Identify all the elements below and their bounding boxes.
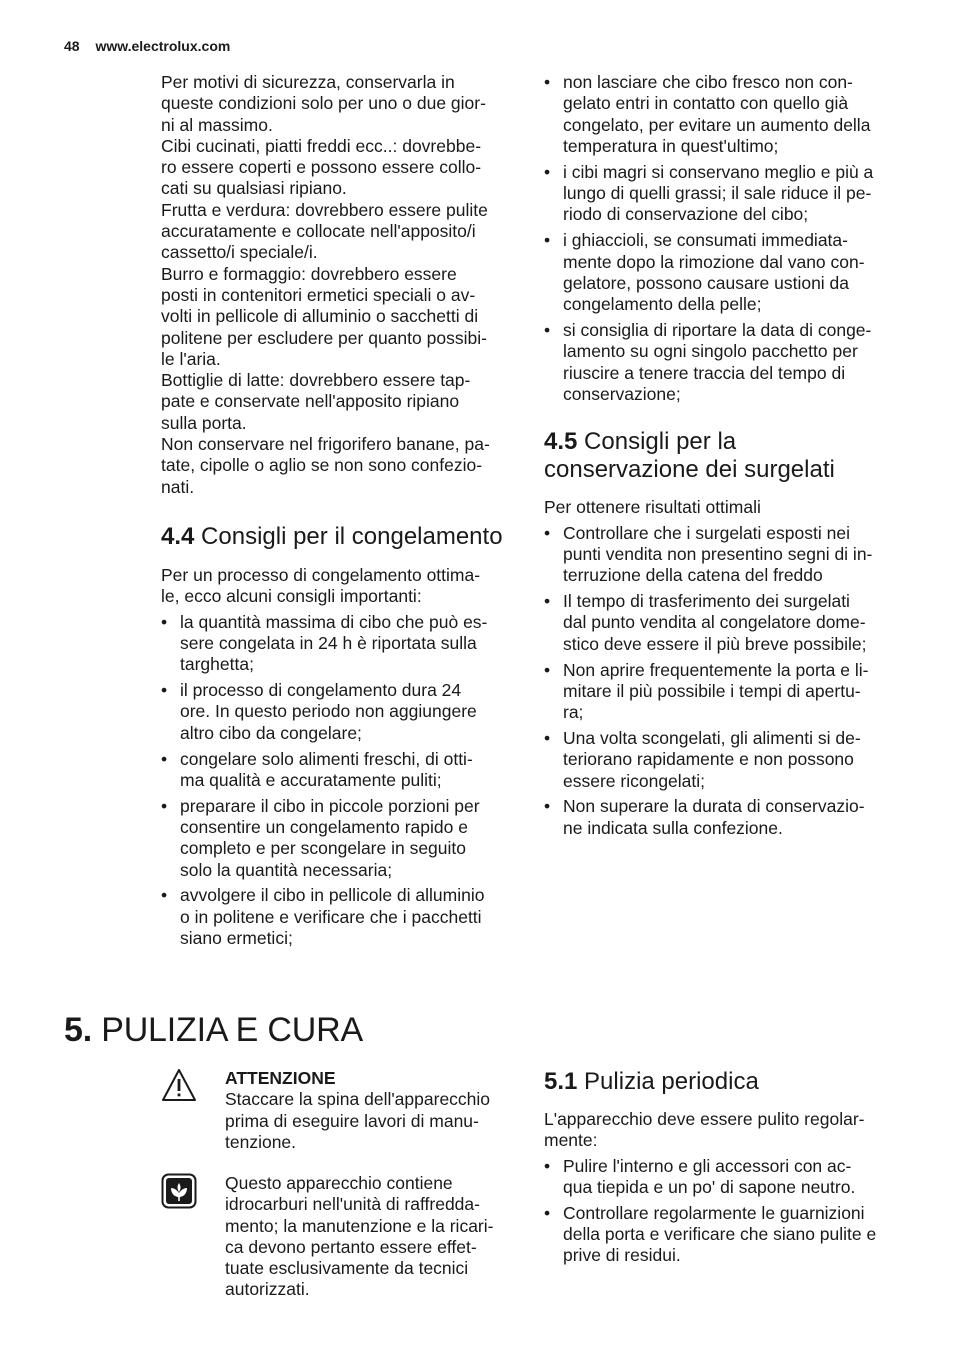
text-line: Per un processo di congelamento ottima- xyxy=(161,564,481,585)
list-item-line: • Non aprire frequentemente la porta e li- xyxy=(563,659,869,680)
list-item-line: • i cibi magri si conservano meglio e più a xyxy=(563,161,874,182)
list-item-line: ra; xyxy=(563,702,584,723)
list-item-line: ma qualità e accuratamente puliti; xyxy=(180,769,442,790)
list-item-line: gelatore, possono causare ustioni da xyxy=(563,272,850,293)
section-5-1-intro xyxy=(544,1109,896,1152)
text-line: idrocarburi nell'unità di raffredda- xyxy=(225,1194,480,1215)
list-item xyxy=(544,591,896,655)
list-item-line: terruzione della catena del freddo xyxy=(563,565,823,586)
list-item-line: conservazione; xyxy=(563,383,681,404)
section-number: 4.5 xyxy=(544,428,578,456)
text-line: tuate esclusivamente da tecnici xyxy=(225,1258,469,1279)
list-item xyxy=(544,230,896,315)
list-item xyxy=(161,796,513,881)
text-line: volti in pellicole di alluminio o sacchetti di xyxy=(161,306,479,327)
list-item xyxy=(544,1156,896,1199)
list-item-line: • i ghiaccioli, se consumati immediata- xyxy=(563,230,848,251)
list-item xyxy=(544,728,896,792)
text-line: accuratamente e collocate nell'apposito/i xyxy=(161,221,476,242)
list-item-line: lamento su ogni singolo pacchetto per xyxy=(563,341,858,362)
text-line: mente: xyxy=(544,1130,598,1151)
list-item-line: prive di residui. xyxy=(563,1245,681,1266)
list-item-line: targhetta; xyxy=(180,654,254,675)
list-item-line: • Pulire l'interno e gli accessori con ac- xyxy=(563,1155,852,1176)
text-line: sulla porta. xyxy=(161,412,247,433)
section-5-1-heading xyxy=(544,1068,896,1096)
list-item-line: qua tiepida e un po' di sapone neutro. xyxy=(563,1176,856,1197)
list-item-line: gelato entri in contatto con quello già xyxy=(563,93,849,114)
text-line: prima di eseguire lavori di manu- xyxy=(225,1110,479,1131)
list-item-line: teriorano rapidamente e non possono xyxy=(563,749,854,770)
section-5-1 xyxy=(544,1068,896,1271)
list-item xyxy=(544,162,896,226)
section-title-line-2: conservazione dei surgelati xyxy=(544,456,835,484)
list-item xyxy=(544,660,896,724)
list-item-line: ore. In questo periodo non aggiungere xyxy=(180,701,477,722)
text-line: le, ecco alcuni consigli importanti: xyxy=(161,586,422,607)
text-line: ca devono pertanto essere effet- xyxy=(225,1236,477,1257)
text-line: Bottiglie di latte: dovrebbero essere tap- xyxy=(161,370,471,391)
left-column xyxy=(161,72,513,954)
text-line: Cibi cucinati, piatti freddi ecc..: dovrebbe- xyxy=(161,135,482,156)
list-item xyxy=(161,612,513,676)
list-item xyxy=(544,1203,896,1267)
list-item xyxy=(544,72,896,157)
section-title-line-1: Consigli per la xyxy=(584,428,737,456)
right-column xyxy=(544,72,896,844)
list-item-line: riuscire a tenere traccia del tempo di xyxy=(563,362,846,383)
freezing-tips-list xyxy=(161,612,513,950)
page-number: 48 xyxy=(64,38,80,54)
text-line: politene per escludere per quanto possibi- xyxy=(161,327,487,348)
list-item-line: • avvolgere il cibo in pellicole di alluminio xyxy=(180,885,485,906)
list-item-line: solo la quantità necessaria; xyxy=(180,859,393,880)
text-line: pate e conservate nell'apposito ripiano xyxy=(161,391,460,412)
text-line: ro essere coperti e possono essere collo- xyxy=(161,157,482,178)
list-item-line: • Non superare la durata di conservazio- xyxy=(563,796,865,817)
section-4-4-intro xyxy=(161,565,513,608)
list-item-line: completo e per scongelare in seguito xyxy=(180,838,467,859)
list-item-line: siano ermetici; xyxy=(180,928,293,949)
list-item-line: lungo di quelli grassi; il sale riduce il pe- xyxy=(563,183,872,204)
text-line: Frutta e verdura: dovrebbero essere pulite xyxy=(161,199,488,220)
list-item-line: • la quantità massima di cibo che può es- xyxy=(180,611,488,632)
list-item-line: altro cibo da congelare; xyxy=(180,722,362,743)
frozen-food-tips-list xyxy=(544,523,896,840)
list-item-line: temperatura in quest'ultimo; xyxy=(563,135,779,156)
text-line: Staccare la spina dell'apparecchio xyxy=(225,1089,491,1110)
text-line: Burro e formaggio: dovrebbero essere xyxy=(161,263,457,284)
environment-note-text xyxy=(225,1173,525,1301)
list-item-line: essere ricongelati; xyxy=(563,770,706,791)
list-item xyxy=(544,523,896,587)
text-line: autorizzati. xyxy=(225,1279,310,1300)
chapter-title: PULIZIA E CURA xyxy=(101,1011,363,1049)
text-line: Questo apparecchio contiene xyxy=(225,1173,453,1193)
text-line: cassetto/i speciale/i. xyxy=(161,242,318,263)
list-item-line: riodo di conservazione del cibo; xyxy=(563,204,809,225)
section-4-4-heading xyxy=(161,523,513,551)
section-number: 5.1 xyxy=(544,1068,578,1095)
warning-title: ATTENZIONE xyxy=(225,1068,336,1088)
freezing-tips-list-continued xyxy=(544,72,896,405)
list-item-line: stico deve essere il più breve possibile; xyxy=(563,633,867,654)
list-item-line: dal punto vendita al congelatore dome- xyxy=(563,612,866,633)
list-item-line: congelato, per evitare un aumento della xyxy=(563,114,871,135)
text-line: cati su qualsiasi ripiano. xyxy=(161,178,347,199)
cleaning-list xyxy=(544,1156,896,1267)
storage-tips-paragraph xyxy=(161,72,513,498)
section-number: 4.4 xyxy=(161,522,195,550)
text-line: L'apparecchio deve essere pulito regolar- xyxy=(544,1109,865,1129)
list-item-line: congelamento della pelle; xyxy=(563,294,762,315)
text-line: tenzione. xyxy=(225,1131,297,1152)
section-title: Pulizia periodica xyxy=(584,1068,759,1095)
section-title: Consigli per il congelamento xyxy=(201,522,503,550)
list-item-line: • il processo di congelamento dura 24 xyxy=(180,680,462,701)
website-url[interactable]: www.electrolux.com xyxy=(95,38,231,54)
section-4-5-intro: Per ottenere risultati ottimali xyxy=(544,497,761,518)
environment-icon xyxy=(161,1173,197,1209)
list-item-line: o in politene e verificare che i pacchetti xyxy=(180,906,482,927)
section-4-5-heading xyxy=(544,428,896,484)
chapter-number: 5. xyxy=(64,1011,92,1049)
warning-text xyxy=(225,1089,525,1153)
text-line: mento; la manutenzione e la ricari- xyxy=(225,1215,494,1236)
list-item-line: • preparare il cibo in piccole porzioni per xyxy=(180,795,480,816)
warning-triangle-icon xyxy=(161,1068,197,1104)
environment-note xyxy=(161,1173,513,1303)
text-line: ni al massimo. xyxy=(161,114,273,135)
chapter-5-heading xyxy=(64,1008,363,1052)
list-item xyxy=(544,796,896,839)
list-item-line: • Il tempo di trasferimento dei surgelati xyxy=(563,591,850,612)
list-item-line: • Una volta scongelati, gli alimenti si de- xyxy=(563,727,861,748)
list-item xyxy=(161,680,513,744)
list-item-line: mente dopo la rimozione dal vano con- xyxy=(563,251,865,272)
text-line: tate, cipolle o aglio se non sono confezio- xyxy=(161,455,483,476)
list-item-line: della porta e verificare che siano pulite e xyxy=(563,1224,877,1245)
list-item-line: sere congelata in 24 h è riportata sulla xyxy=(180,632,477,653)
list-item-line: • non lasciare che cibo fresco non con- xyxy=(563,72,853,92)
list-item-line: • Controllare che i surgelati esposti nei xyxy=(563,522,850,543)
warning-notice xyxy=(161,1068,513,1158)
text-line: Per motivi di sicurezza, conservarla in xyxy=(161,72,455,92)
text-line: nati. xyxy=(161,476,195,497)
list-item xyxy=(161,749,513,792)
text-line: queste condizioni solo per uno o due gior- xyxy=(161,93,486,114)
page-header xyxy=(64,38,230,54)
list-item-line: ne indicata sulla confezione. xyxy=(563,817,783,838)
text-line: le l'aria. xyxy=(161,348,221,369)
list-item xyxy=(161,885,513,949)
text-line: Non conservare nel frigorifero banane, pa- xyxy=(161,434,490,455)
list-item-line: • congelare solo alimenti freschi, di otti- xyxy=(180,748,473,769)
list-item-line: punti vendita non presentino segni di in- xyxy=(563,543,873,564)
list-item-line: • si consiglia di riportare la data di conge- xyxy=(563,320,872,341)
list-item-line: consentire un congelamento rapido e xyxy=(180,816,468,837)
list-item-line: • Controllare regolarmente le guarnizioni xyxy=(563,1202,865,1223)
list-item-line: mitare il più possibile i tempi di apertu- xyxy=(563,680,861,701)
list-item xyxy=(544,320,896,405)
text-line: posti in contenitori ermetici speciali o av- xyxy=(161,284,476,305)
